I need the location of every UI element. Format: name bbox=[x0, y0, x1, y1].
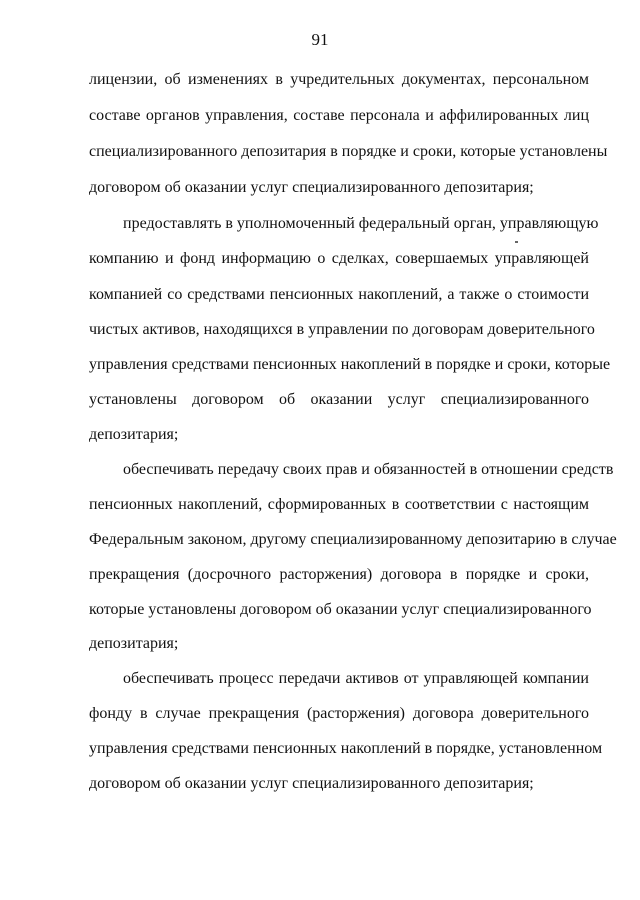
text-line: составе органов управления, составе персонала и аффилированных лиц bbox=[89, 107, 589, 124]
text-line: договором об оказании услуг специализированного депозитария; bbox=[89, 179, 534, 196]
text-line: компанией со средствами пенсионных накоплений, а также о стоимости bbox=[89, 286, 589, 303]
text-line: компанию и фонд информацию о сделках, совершаемых управляющей bbox=[89, 250, 589, 267]
text-line: Федеральным законом, другому специализированному депозитарию в случае bbox=[89, 531, 617, 548]
text-line: чистых активов, находящихся в управлении по договорам доверительного bbox=[89, 321, 595, 338]
text-line: которые установлены договором об оказании услуг специализированного bbox=[89, 601, 592, 618]
scan-speck bbox=[515, 241, 518, 243]
paragraph-first-line: обеспечивать процесс передачи активов от управляющей компании bbox=[123, 670, 589, 687]
text-line: депозитария; bbox=[89, 635, 179, 652]
text-line: договором об оказании услуг специализированного депозитария; bbox=[89, 775, 534, 792]
text-line: депозитария; bbox=[89, 426, 179, 443]
text-line: управления средствами пенсионных накоплений в порядке и сроки, которые bbox=[89, 356, 611, 373]
paragraph-first-line: предоставлять в уполномоченный федеральный орган, управляющую bbox=[123, 215, 599, 232]
text-line: пенсионных накоплений, сформированных в соответствии с настоящим bbox=[89, 496, 589, 513]
text-line: фонду в случае прекращения (расторжения) договора доверительного bbox=[89, 705, 589, 722]
page-number: 91 bbox=[311, 30, 329, 49]
paragraph-first-line: обеспечивать передачу своих прав и обязанностей в отношении средств bbox=[123, 461, 614, 478]
text-line: лицензии, об изменениях в учредительных документах, персональном bbox=[89, 71, 589, 88]
text-line: управления средствами пенсионных накоплений в порядке, установленном bbox=[89, 740, 603, 757]
text-line: специализированного депозитария в порядке и сроки, которые установлены bbox=[89, 143, 608, 160]
text-line: установлены договором об оказании услуг специализированного bbox=[89, 391, 589, 408]
text-line: прекращения (досрочного расторжения) договора в порядке и сроки, bbox=[89, 566, 589, 583]
